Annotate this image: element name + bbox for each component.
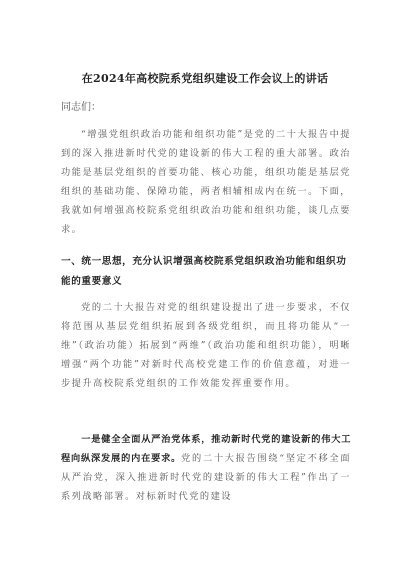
paragraph-section-1-text: 党的二十大报告对党的组织建设提出了进一步要求，不仅将范围从基层党组织拓展到各级党组织，而且将功能从“一维”（政治功能）拓展到“两维”（政治功能和组织功能），明晰增强“两个功能”对新时代高校党建工作的价值意蕴，对进一步提升高校院系党组织的工作效能发挥重要作用。 — [61, 302, 351, 389]
paragraph-intro-text: “增强党组织政治功能和组织功能”是党的二十大报告中提到的深入推进新时代党的建设新的伟大工程的重大部署。政治功能是基层党组织的首要功能、核心功能，组织功能是基层党组织的基础功能、保障功能，两者相辅相成内在统一。下面，我就如何增强高校院系党组织政治功能和组织功能，谈几点要求。 — [61, 129, 351, 235]
point-1-lead: 一是健全全面从严治党体系，推动新时代党的建设新的伟大工程向纵深发展的内在要求。 — [61, 434, 351, 464]
paragraph-intro — [61, 125, 351, 239]
salutation: 同志们： — [61, 102, 101, 113]
document-title: 在2024年高校院系党组织建设工作会议上的讲话 — [81, 72, 329, 85]
paragraph-point-1 — [61, 430, 351, 506]
section-heading-1: 一、统一思想，充分认识增强高校院系党组织政治功能和组织功能的重要意义 — [61, 256, 347, 287]
point-1-body: 党的二十大报告围绕“坚定不移全面从严治党，深入推进新时代党的建设新的伟大工程”作出了一系列战略部署。对标新时代党的建设 — [61, 453, 352, 502]
paragraph-section-1 — [61, 298, 351, 393]
